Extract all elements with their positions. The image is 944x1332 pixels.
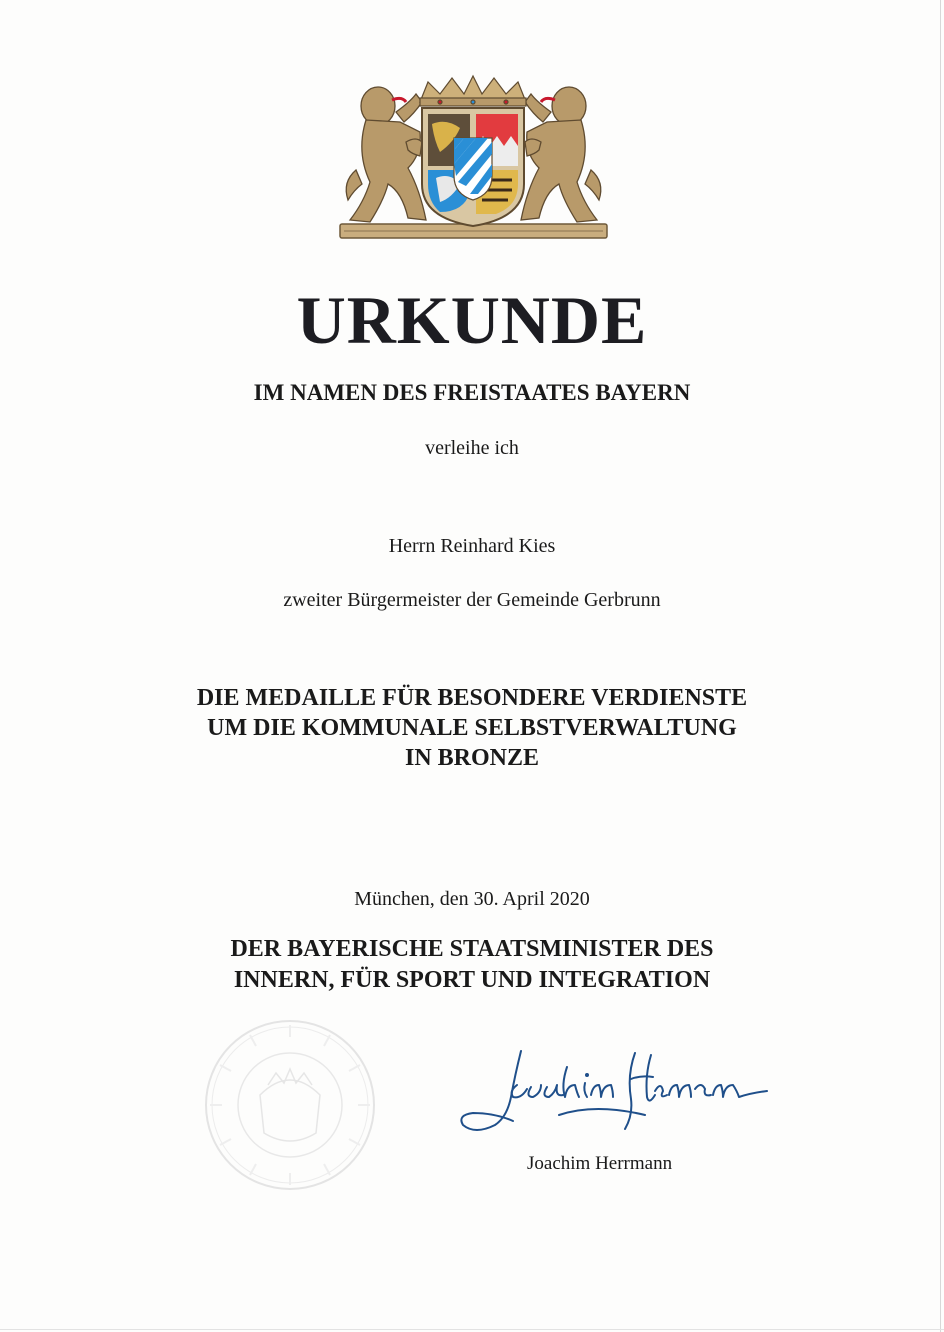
award-line: UM DIE KOMMUNALE SELBSTVERWALTUNG xyxy=(207,715,737,741)
intro-text: verleihe ich xyxy=(425,437,519,459)
issuer-line: DER BAYERISCHE STAATSMINISTER DES xyxy=(230,936,714,962)
issuer-line: INNERN, FÜR SPORT UND INTEGRATION xyxy=(233,967,711,993)
award-title xyxy=(0,683,944,773)
signer-name: Joachim Herrmann xyxy=(527,1153,673,1174)
embossed-seal-icon xyxy=(200,1015,380,1195)
award-line: IN BRONZE xyxy=(404,745,540,771)
place-and-date: München, den 30. April 2020 xyxy=(354,888,590,910)
recipient-name: Herrn Reinhard Kies xyxy=(388,535,556,557)
issuer-title xyxy=(0,934,944,996)
handwritten-signature xyxy=(455,1045,785,1145)
coat-of-arms-icon xyxy=(336,72,611,244)
recipient-role: zweiter Bürgermeister der Gemeinde Gerbrunn xyxy=(283,589,661,611)
certificate-subtitle: IM NAMEN DES FREISTAATES BAYERN xyxy=(253,380,691,405)
award-line: DIE MEDAILLE FÜR BESONDERE VERDIENSTE xyxy=(196,685,748,711)
certificate-title: URKUNDE xyxy=(296,282,648,358)
